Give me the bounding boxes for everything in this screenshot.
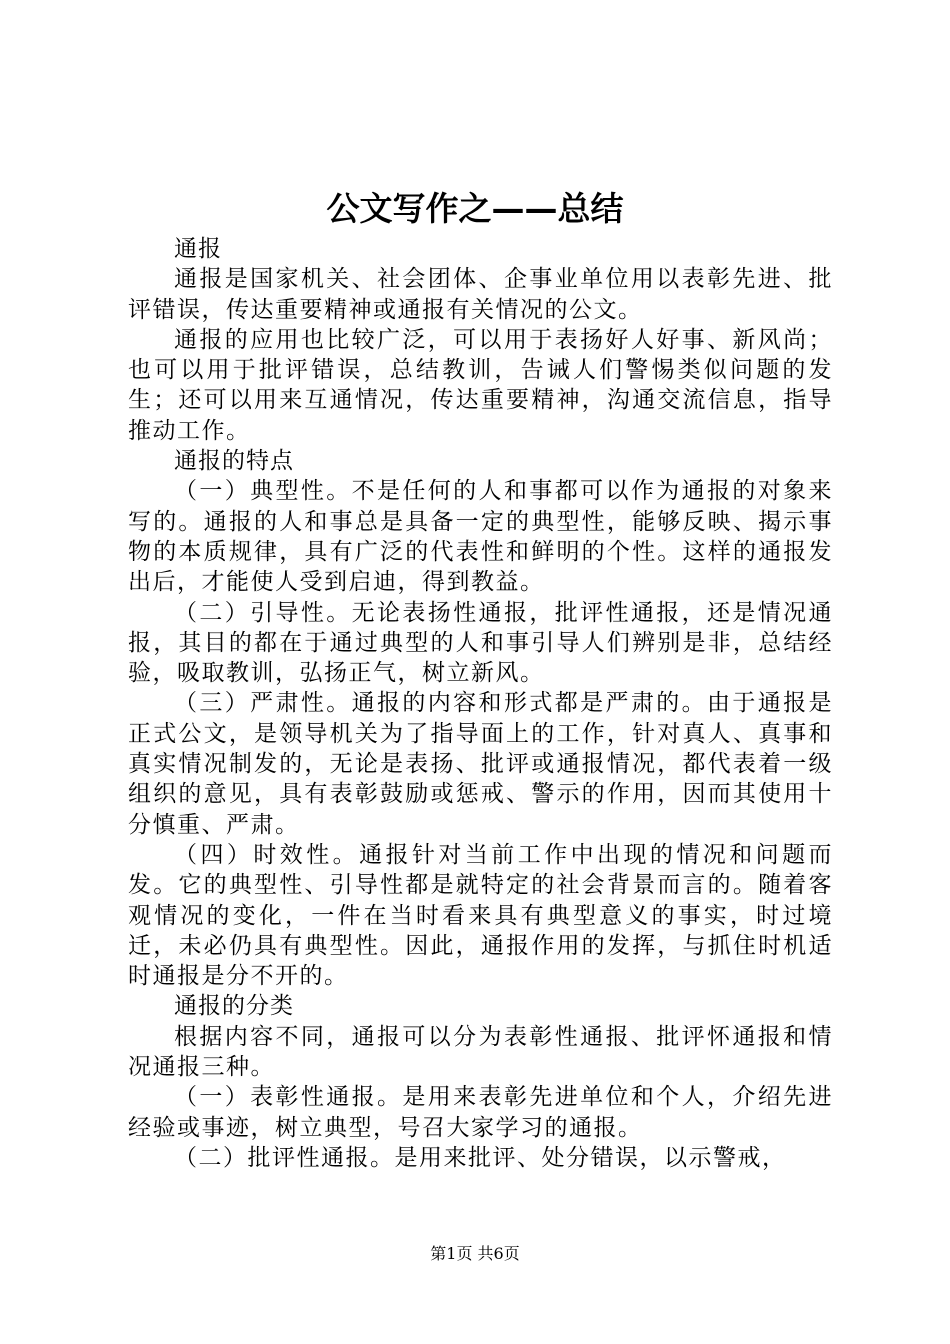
paragraph-usage: 通报的应用也比较广泛，可以用于表扬好人好事、新风尚；也可以用于批评错误，总结教训，告诫人们警惕类似问题的发生；还可以用来互通情况，传达重要精神，沟通交流信息，指导推动工作。 <box>128 326 833 444</box>
paragraph-feature-timeliness: （四）时效性。通报针对当前工作中出现的情况和问题而发。它的典型性、引导性都是就特定的社会背景而言的。随着客观情况的变化，一件在当时看来具有典型意义的事实，时过境迁，未必仍具有典型性。因此，通报作用的发挥，与抓住时机适时通报是分不开的。 <box>128 841 833 990</box>
paragraph-category-criticism: （二）批评性通报。是用来批评、处分错误，以示警戒， <box>174 1144 787 1171</box>
document-title: 公文写作之——总结 <box>326 189 624 228</box>
section-heading-features: 通报的特点 <box>174 448 294 475</box>
paragraph-feature-guidance: （二）引导性。无论表扬性通报，批评性通报，还是情况通报，其目的都在于通过典型的人和事引导人们辨别是非，总结经验，吸取教训，弘扬正气，树立新风。 <box>128 599 833 687</box>
paragraph-categories-intro: 根据内容不同，通报可以分为表彰性通报、批评怀通报和情况通报三种。 <box>128 1023 833 1081</box>
section-heading-categories: 通报的分类 <box>174 993 294 1020</box>
paragraph-category-commendation: （一）表彰性通报。是用来表彰先进单位和个人，介绍先进经验或事迹，树立典型，号召大家学习的通报。 <box>128 1084 833 1141</box>
paragraph-feature-seriousness: （三）严肃性。通报的内容和形式都是严肃的。由于通报是正式公文，是领导机关为了指导面上的工作，针对真人、真事和真实情况制发的，无论是表扬、批评或通报情况，都代表着一级组织的意见，具有表彰鼓励或惩戒、警示的作用，因而其使用十分慎重、严肃。 <box>128 690 833 838</box>
section-heading-tongbao: 通报 <box>174 236 222 262</box>
page-number-footer: 第1页 共6页 <box>430 1244 520 1263</box>
paragraph-definition: 通报是国家机关、社会团体、企事业单位用以表彰先进、批评错误，传达重要精神或通报有关情况的公文。 <box>128 266 833 323</box>
paragraph-feature-typicality: （一）典型性。不是任何的人和事都可以作为通报的对象来写的。通报的人和事总是具备一定的典型性，能够反映、揭示事物的本质规律，具有广泛的代表性和鲜明的个性。这样的通报发出后，才能使人受到启迪，得到教益。 <box>128 478 833 596</box>
document-body <box>128 234 833 1173</box>
